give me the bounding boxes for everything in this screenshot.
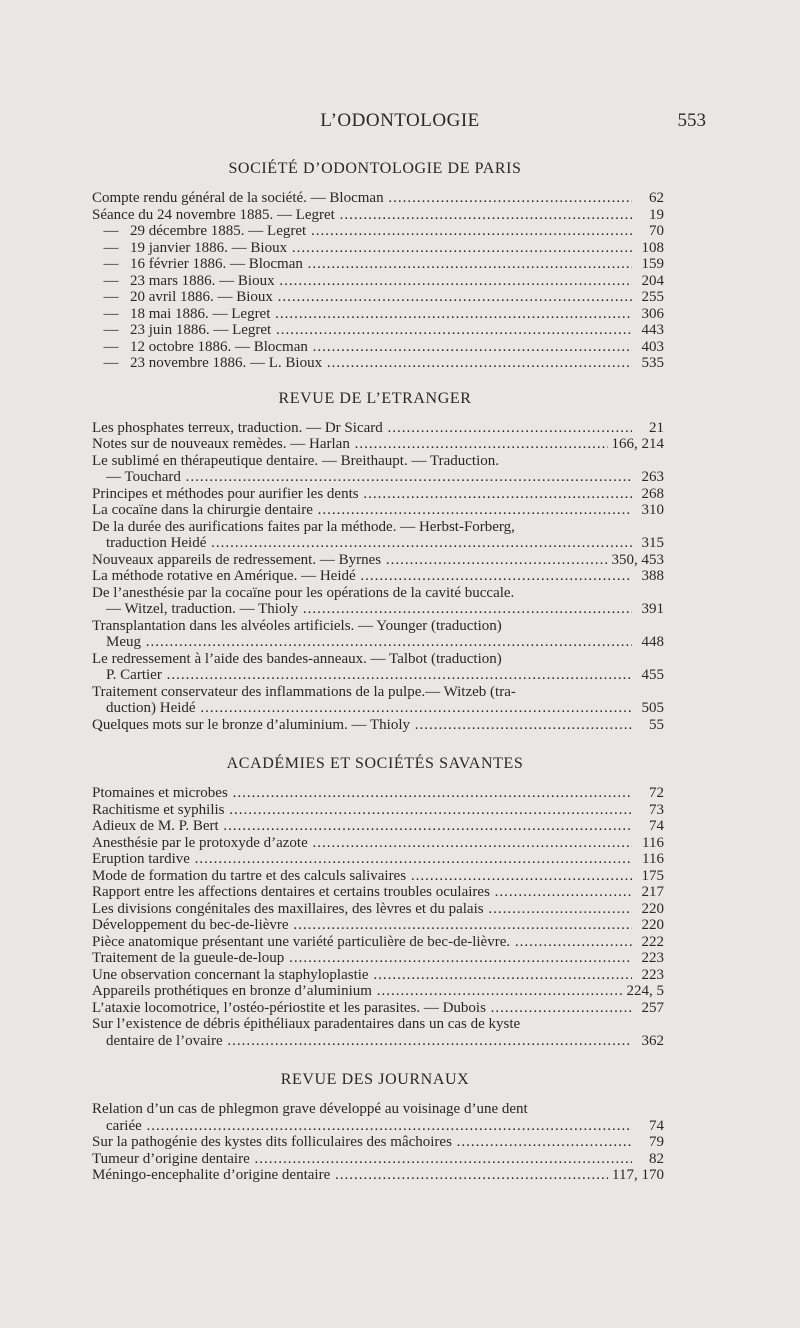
entry-text: Principes et méthodes pour aurifier les dents [92, 485, 359, 502]
toc-entry [92, 338, 664, 356]
entry-text: cariée [106, 1117, 142, 1134]
entry-page: 220 [641, 917, 664, 933]
toc-entry [92, 999, 664, 1017]
entry-text: Anesthésie par le protoxyde d’azote [92, 834, 308, 851]
entry-text: Quelques mots sur le bronze d’aluminium. — Thioly [92, 716, 411, 733]
ditto-dash: — [103, 256, 119, 272]
ditto-dash: — [103, 355, 119, 371]
entry-text: 29 décembre 1885. — Legret [130, 223, 307, 239]
toc-entry [92, 617, 664, 651]
entry-text: Rapport entre les affections dentaires et certains troubles oculaires [92, 884, 490, 900]
toc-entry [92, 223, 664, 240]
toc-entry [92, 419, 664, 437]
entry-page: 391 [641, 601, 664, 617]
entry-text: 16 février 1886. — Blocman [130, 256, 303, 272]
entry-text-line1: Traitement conservateur des inflammations de la pulpe.— Witzeb (tra- [92, 683, 516, 700]
entry-page: 217 [641, 884, 664, 900]
ditto-dash: — [103, 272, 119, 289]
toc-entry [92, 966, 664, 984]
entry-text-line1: Sur l’existence de débris épithéliaux paradentaires dans un cas de kyste [92, 1016, 521, 1032]
entry-text: Compte rendu général de la société. — Blocman [92, 190, 384, 206]
journal-title: L’ODONTOLOGIE [320, 110, 480, 131]
entry-text: Les phosphates terreux, traduction. — Dr Sicard [92, 419, 383, 436]
toc-entry [92, 933, 664, 951]
section-title: SOCIÉTÉ D’ODONTOLOGIE DE PARIS [228, 160, 522, 177]
entry-text: P. Cartier [106, 667, 162, 683]
entry-text: traduction Heidé [106, 535, 207, 551]
section-title: ACADÉMIES ET SOCIÉTÉS SAVANTES [226, 755, 524, 772]
toc-entry [92, 716, 664, 734]
entry-page: 175 [641, 867, 664, 884]
entry-text: Appareils prothétiques en bronze d’aluminium [92, 983, 372, 999]
entry-page: 388 [641, 568, 664, 584]
ditto-dash: — [103, 223, 119, 239]
entry-text: Rachitisme et syphilis [92, 801, 225, 818]
entry-text: 18 mai 1886. — Legret [130, 305, 271, 322]
entry-page: 443 [641, 322, 664, 338]
entry-text: L’ataxie locomotrice, l’ostéo-périostite et les parasites. — Dubois [92, 999, 486, 1016]
entry-page: 306 [641, 305, 664, 322]
entry-text-line1: Relation d’un cas de phlegmon grave développé au voisinage d’une dent [92, 1101, 528, 1117]
entry-page: 159 [641, 256, 664, 272]
ditto-dash: — [103, 322, 119, 338]
entry-page: 310 [641, 502, 664, 518]
entry-text: Notes sur de nouveaux remèdes. — Harlan [92, 436, 350, 452]
entry-page: 74 [649, 1117, 664, 1134]
ditto-dash: — [103, 338, 119, 355]
entry-text: Traitement de la gueule-de-loup [92, 950, 285, 966]
toc-entry [92, 884, 664, 901]
entry-text-line1: De la durée des aurifications faites par la méthode. — Herbst-Forberg, [92, 518, 515, 535]
entry-page: 55 [649, 716, 664, 733]
entry-text: dentaire de l’ovaire [106, 1032, 223, 1049]
running-head [0, 110, 800, 136]
entry-text: La cocaïne dans la chirurgie dentaire [92, 502, 313, 518]
entry-text: Eruption tardive [92, 851, 190, 867]
entry-page: 315 [641, 535, 664, 551]
toc-entry [92, 190, 664, 207]
toc-entry [92, 485, 664, 503]
entry-page: 116 [642, 851, 664, 867]
ditto-dash: — [103, 289, 119, 305]
toc-entry [92, 256, 664, 273]
toc-entry [92, 305, 664, 323]
entry-page: 535 [641, 355, 664, 371]
ditto-dash: — [103, 239, 119, 256]
toc-entry [92, 983, 664, 1000]
toc-entry [92, 1167, 664, 1184]
page-number: 553 [677, 110, 706, 131]
entry-text: Mode de formation du tartre et des calculs salivaires [92, 867, 407, 884]
toc-entry [92, 801, 664, 819]
entry-text: 19 janvier 1886. — Bioux [130, 239, 288, 256]
entry-text: — Witzel, traduction. — Thioly [106, 601, 299, 617]
toc-entry [92, 502, 664, 519]
entry-page: 72 [649, 785, 664, 801]
toc-entry [92, 917, 664, 934]
entry-text-line1: Le sublimé en thérapeutique dentaire. — Breithaupt. — Traduction. [92, 452, 499, 469]
entry-text: Séance du 24 novembre 1885. — Legret [92, 206, 335, 223]
entry-page: 166, 214 [611, 436, 664, 452]
toc-entry [92, 1134, 664, 1151]
toc-entry [92, 518, 664, 552]
entry-page: 224, 5 [626, 983, 664, 999]
toc-entry [92, 834, 664, 852]
toc-entry [92, 322, 664, 339]
entry-text-line1: Transplantation dans les alvéoles artificiels. — Younger (traduction) [92, 617, 502, 634]
entry-text: 12 octobre 1886. — Blocman [130, 338, 308, 355]
toc-entry [92, 436, 664, 453]
entry-page: 21 [649, 419, 664, 436]
toc-entry [92, 818, 664, 835]
entry-text: Sur la pathogénie des kystes dits folliculaires des mâchoires [92, 1134, 452, 1150]
entry-page: 82 [649, 1150, 664, 1167]
entry-page: 117, 170 [612, 1167, 664, 1183]
entry-text: Les divisions congénitales des maxillaires, des lèvres et du palais [92, 900, 484, 917]
toc-entry [92, 1150, 664, 1168]
entry-page: 222 [641, 933, 664, 950]
toc-entry [92, 683, 664, 717]
section-title: REVUE DES JOURNAUX [280, 1071, 470, 1088]
entry-page: 116 [642, 834, 664, 851]
toc-entry [92, 1101, 664, 1134]
entry-text-line1: De l’anesthésie par la cocaïne pour les opérations de la cavité buccale. [92, 584, 515, 601]
entry-page: 257 [641, 999, 664, 1016]
toc-entry [92, 584, 664, 618]
toc-entry [92, 355, 664, 372]
toc-entry [92, 452, 664, 486]
entry-text: Pièce anatomique présentant une variété particulière de bec-de-lièvre. [92, 933, 511, 950]
toc-entry [92, 851, 664, 868]
toc-entry [92, 272, 664, 290]
entry-text: 23 novembre 1886. — L. Bioux [130, 355, 323, 371]
entry-text: La méthode rotative en Amérique. — Heidé [92, 568, 356, 584]
entry-text: 23 mars 1886. — Bioux [130, 272, 275, 289]
entry-page: 108 [641, 239, 664, 256]
entry-text: Une observation concernant la staphyloplastie [92, 966, 369, 983]
entry-page: 268 [641, 485, 664, 502]
entry-text-line1: Le redressement à l’aide des bandes-anneaux. — Talbot (traduction) [92, 650, 502, 667]
entry-page: 223 [641, 950, 664, 966]
toc-entry [92, 650, 664, 684]
toc-entry [92, 867, 664, 885]
entry-page: 455 [641, 667, 664, 683]
entry-page: 19 [649, 206, 664, 223]
table-of-contents [92, 158, 664, 1184]
toc-entry [92, 239, 664, 257]
toc-entry [92, 551, 664, 569]
entry-page: 263 [641, 469, 664, 485]
entry-page: 255 [641, 289, 664, 305]
toc-entry [92, 900, 664, 918]
entry-page: 362 [641, 1032, 664, 1049]
entry-text: 23 juin 1886. — Legret [130, 322, 272, 338]
entry-text: Développement du bec-de-lièvre [92, 917, 289, 933]
toc-entry [92, 785, 664, 802]
entry-text: Méningo-encephalite d’origine dentaire [92, 1167, 331, 1183]
entry-text: Nouveaux appareils de redressement. — Byrnes [92, 551, 382, 568]
entry-text: 20 avril 1886. — Bioux [130, 289, 273, 305]
entry-text: Meug [106, 634, 141, 650]
ditto-dash: — [103, 305, 119, 322]
entry-text: Ptomaines et microbes [92, 785, 228, 801]
entry-text: — Touchard [106, 469, 181, 485]
entry-text: duction) Heidé [106, 700, 196, 716]
entry-page: 70 [649, 223, 664, 239]
section-title: REVUE DE L’ETRANGER [278, 389, 472, 407]
entry-page: 220 [641, 900, 664, 917]
toc-entry [92, 289, 664, 306]
entry-page: 79 [649, 1134, 664, 1150]
entry-text: Adieux de M. P. Bert [92, 818, 219, 834]
entry-page: 74 [649, 818, 664, 834]
toc-entry [92, 950, 664, 967]
entry-page: 448 [641, 634, 664, 650]
toc-entry [92, 206, 664, 224]
toc-entry [92, 1016, 664, 1049]
entry-page: 350, 453 [611, 551, 664, 568]
entry-text: Tumeur d’origine dentaire [92, 1150, 250, 1167]
entry-page: 223 [641, 966, 664, 983]
entry-page: 73 [649, 801, 664, 818]
entry-page: 204 [641, 272, 664, 289]
entry-page: 505 [641, 700, 664, 716]
toc-entry [92, 568, 664, 585]
entry-page: 403 [641, 338, 664, 355]
entry-page: 62 [649, 190, 664, 206]
